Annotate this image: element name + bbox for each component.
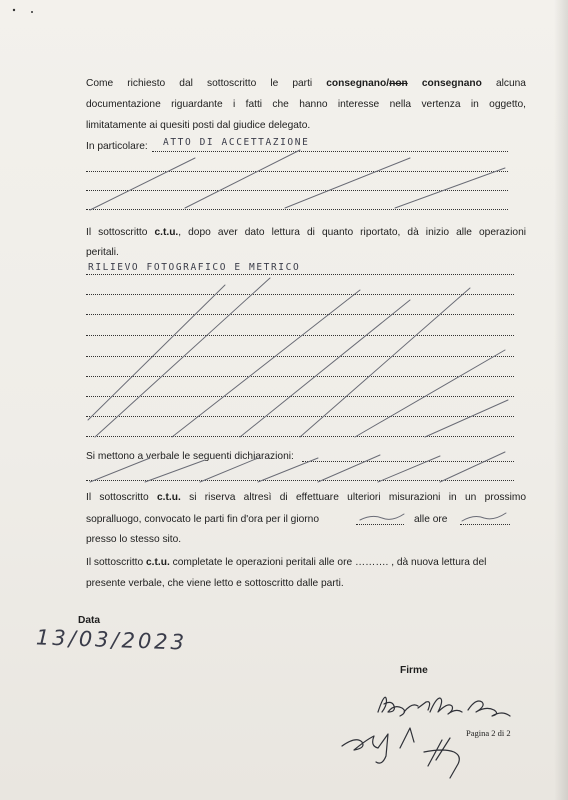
para4-text-end: , dà nuova lettura del: [388, 557, 487, 568]
para1-line3: limitatamente ai quesiti posti dal giudice delegato.: [86, 120, 311, 131]
signature-1: [378, 697, 510, 716]
cancel-stroke: [462, 513, 506, 521]
particolare-label: In particolare:: [86, 141, 148, 152]
data-label: Data: [78, 615, 101, 626]
cancel-stroke: [240, 300, 410, 437]
cancel-stroke: [440, 452, 505, 482]
cancel-stroke: [258, 458, 318, 482]
para3-text: Il sottoscritto: [86, 492, 157, 503]
ore-dots: ……….: [354, 557, 389, 568]
firme-label: Firme: [400, 665, 428, 676]
para1-line2: documentazione riguardante i fatti che hanno interesse nella vertenza in oggetto,: [86, 99, 526, 110]
para2-text: Il sottoscritto: [86, 227, 155, 238]
particolare-handwritten: ATTO DI ACCETTAZIONE: [163, 137, 310, 148]
cancel-stroke: [145, 460, 205, 482]
dichiarazioni-label: Si mettono a verbale le seguenti dichiarazioni:: [86, 451, 294, 462]
cancel-stroke: [200, 458, 258, 482]
cancel-stroke: [95, 278, 270, 437]
speck: [13, 9, 15, 11]
para3-text-end: si riserva altresì di effettuare ulteriori misurazioni in un prossimo: [180, 492, 526, 503]
consegnano-option: consegnano/: [326, 78, 390, 89]
para1-text: Come richiesto dal sottoscritto le parti: [86, 78, 327, 89]
non-struck: non: [389, 78, 408, 89]
para2-line2: peritali.: [86, 247, 119, 258]
cancel-stroke: [285, 158, 410, 208]
signatures: [342, 697, 510, 778]
cancel-stroke: [355, 350, 505, 437]
cancellation-strokes: [88, 150, 508, 521]
signature-2: [342, 728, 414, 763]
cancel-stroke: [360, 514, 404, 520]
para3-line2a: sopralluogo, convocato le parti fin d'ora per il giorno: [86, 514, 319, 525]
cancel-stroke: [185, 150, 300, 208]
para4-text: Il sottoscritto: [86, 557, 147, 568]
cancel-stroke: [88, 285, 225, 420]
para4-line2: presente verbale, che viene letto e sottoscritto dalle parti.: [86, 578, 344, 589]
para2-handwritten: RILIEVO FOTOGRAFICO E METRICO: [88, 262, 301, 273]
ctu-bold: c.t.u.: [157, 492, 181, 503]
para3-line2b: alle ore: [414, 514, 448, 525]
para1-text-end: alcuna: [481, 78, 526, 89]
cancel-stroke: [425, 400, 508, 437]
speck: [31, 11, 33, 13]
cancel-stroke: [90, 458, 150, 482]
ctu-bold: c.t.u.: [146, 557, 170, 568]
cancel-stroke: [395, 168, 505, 208]
page-number: Pagina 2 di 2: [466, 728, 511, 738]
para4-text-mid: completate le operazioni peritali alle ore: [169, 557, 355, 568]
consegnano-option-2: consegnano: [407, 78, 482, 89]
date-handwritten: 13/03/2023: [35, 625, 188, 655]
para2-text-end: , dopo aver dato lettura di quanto riportato, dà inizio alle operazioni: [178, 227, 527, 238]
cancel-stroke: [318, 455, 380, 482]
cancel-stroke: [90, 158, 195, 210]
ctu-bold: c.t.u.: [154, 227, 179, 238]
para3-line3: presso lo stesso sito.: [86, 534, 182, 545]
signature-3: [424, 738, 459, 778]
cancel-stroke: [300, 288, 470, 437]
cancel-stroke: [378, 456, 440, 482]
